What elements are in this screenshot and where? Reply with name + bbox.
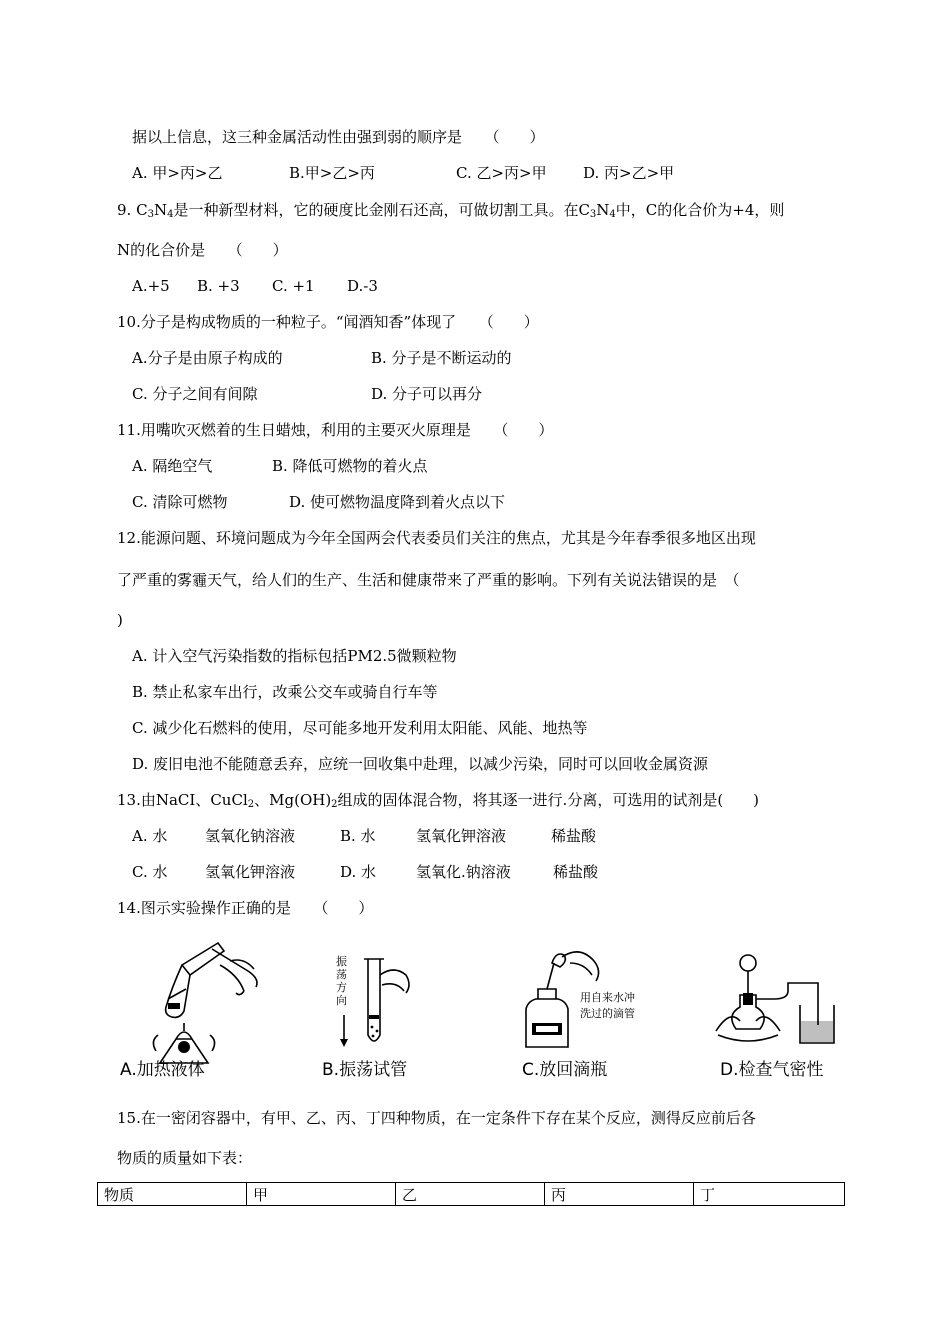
table-header-yi: 乙 bbox=[396, 1183, 545, 1206]
q9-stem-line2: N的化合价是 （ ） bbox=[117, 241, 288, 259]
figure-b-shaking-tube bbox=[322, 935, 432, 1085]
q12-option-b: B. 禁止私家车出行，改乘公交车或骑自行车等 bbox=[132, 683, 438, 701]
figure-d-drawing bbox=[710, 935, 850, 1055]
q11-option-d: D. 使可燃物温度降到着火点以下 bbox=[289, 493, 506, 511]
q8-option-c: C. 乙>丙>甲 bbox=[456, 164, 547, 182]
q13-option-b-label: B. 水 bbox=[340, 827, 376, 845]
figure-a-caption: A.加热液体 bbox=[120, 1060, 205, 1080]
q13-option-d-reagent: 氢氧化.钠溶液 bbox=[416, 863, 511, 881]
q14-stem: 14.图示实验操作正确的是 （ ） bbox=[117, 899, 374, 917]
q11-stem: 11.用嘴吹灭燃着的生日蜡烛，利用的主要灭火原理是 （ ） bbox=[117, 421, 554, 439]
q13-option-a-label: A. 水 bbox=[132, 827, 168, 845]
q9-option-a: A.+5 bbox=[132, 277, 170, 295]
q10-option-a: A.分子是由原子构成的 bbox=[132, 349, 283, 367]
mass-table bbox=[97, 1182, 845, 1206]
table-header-ding: 丁 bbox=[694, 1183, 845, 1206]
table-header-bing: 丙 bbox=[545, 1183, 694, 1206]
q10-option-c: C. 分子之间有间隙 bbox=[132, 385, 258, 403]
figure-b-caption: B.振荡试管 bbox=[322, 1060, 408, 1080]
figure-b-direction-label: 振荡方向 bbox=[336, 955, 347, 1007]
table-header-substance: 物质 bbox=[98, 1183, 247, 1206]
q13-option-c-reagent: 氢氧化钾溶液 bbox=[205, 863, 296, 881]
figure-c-caption: C.放回滴瓶 bbox=[522, 1060, 608, 1080]
figure-d-caption: D.检查气密性 bbox=[720, 1060, 824, 1080]
figure-c-note-line2: 洗过的滴管 bbox=[580, 1007, 635, 1020]
q10-option-d: D. 分子可以再分 bbox=[371, 385, 483, 403]
q15-stem-line2: 物质的质量如下表： bbox=[117, 1149, 253, 1167]
q10-stem: 10.分子是构成物质的一种粒子。“闻酒知香”体现了 （ ） bbox=[117, 313, 539, 331]
figure-c-note-line1: 用自来水冲 bbox=[580, 991, 635, 1004]
table-header-jia: 甲 bbox=[247, 1183, 396, 1206]
q8-option-a: A. 甲>丙>乙 bbox=[132, 164, 223, 182]
q11-option-a: A. 隔绝空气 bbox=[132, 457, 213, 475]
q13-option-c-label: C. 水 bbox=[132, 863, 168, 881]
figure-c-returning-dropper bbox=[522, 935, 652, 1085]
q13-option-b-reagent: 氢氧化钾溶液 bbox=[416, 827, 507, 845]
q11-option-c: C. 清除可燃物 bbox=[132, 493, 228, 511]
q13-option-b-acid: 稀盐酸 bbox=[551, 827, 597, 845]
q13-option-d-acid: 稀盐酸 bbox=[553, 863, 599, 881]
q12-option-c: C. 减少化石燃料的使用，尽可能多地开发利用太阳能、风能、地热等 bbox=[132, 719, 588, 737]
q9-option-b: B. +3 bbox=[197, 277, 240, 295]
q13-option-d-label: D. 水 bbox=[340, 863, 377, 881]
q12-option-d: D. 废旧电池不能随意丢弃，应统一回收集中赴理，以减少污染，同时可以回收金属资源 bbox=[132, 755, 709, 773]
table-row bbox=[98, 1183, 845, 1206]
q12-option-a: A. 计入空气污染指数的指标包括PM2.5微颗粒物 bbox=[132, 647, 457, 665]
q8-option-d: D. 丙>乙>甲 bbox=[583, 164, 675, 182]
q13-stem: 13.由NaCI、CuCl$_2$、$Mg(OH)_2$组成的固体混合物，将其逐一进行.分离，可选用的试剂是( ) bbox=[117, 791, 760, 810]
q13-option-a-reagent: 氢氧化钠溶液 bbox=[205, 827, 296, 845]
q11-option-b: B. 降低可燃物的着火点 bbox=[272, 457, 428, 475]
q12-stem-line2: 了严重的雾霾天气，给人们的生产、生活和健康带来了严重的影响。下列有关说法错误的是 （ bbox=[117, 571, 740, 589]
q8-option-b: B.甲>乙>丙 bbox=[289, 164, 375, 182]
q12-stem-line1: 12.能源问题、环境问题成为今年全国两会代表委员们关注的焦点，尤其是今年春季很多地区出现 bbox=[117, 529, 756, 547]
figure-a-heating-liquid bbox=[120, 935, 280, 1085]
q8-stem: 据以上信息，这三种金属活动性由强到弱的顺序是 （ ） bbox=[132, 128, 545, 146]
q15-stem-line1: 15.在一密闭容器中，有甲、乙、丙、丁四种物质，在一定条件下存在某个反应，测得反应前后各 bbox=[117, 1109, 756, 1127]
q9-option-d: D.-3 bbox=[347, 277, 378, 295]
q12-stem-line3: ) bbox=[117, 611, 123, 629]
q10-option-b: B. 分子是不断运动的 bbox=[371, 349, 512, 367]
q9-option-c: C. +1 bbox=[272, 277, 315, 295]
q9-stem: 9. $C_3N_4$是一种新型材料，它的硬度比金刚石还高，可做切割工具。在$C_3N_4$中，C的化合价为+4，则 bbox=[117, 201, 785, 220]
figure-d-airtightness-check bbox=[710, 935, 850, 1085]
